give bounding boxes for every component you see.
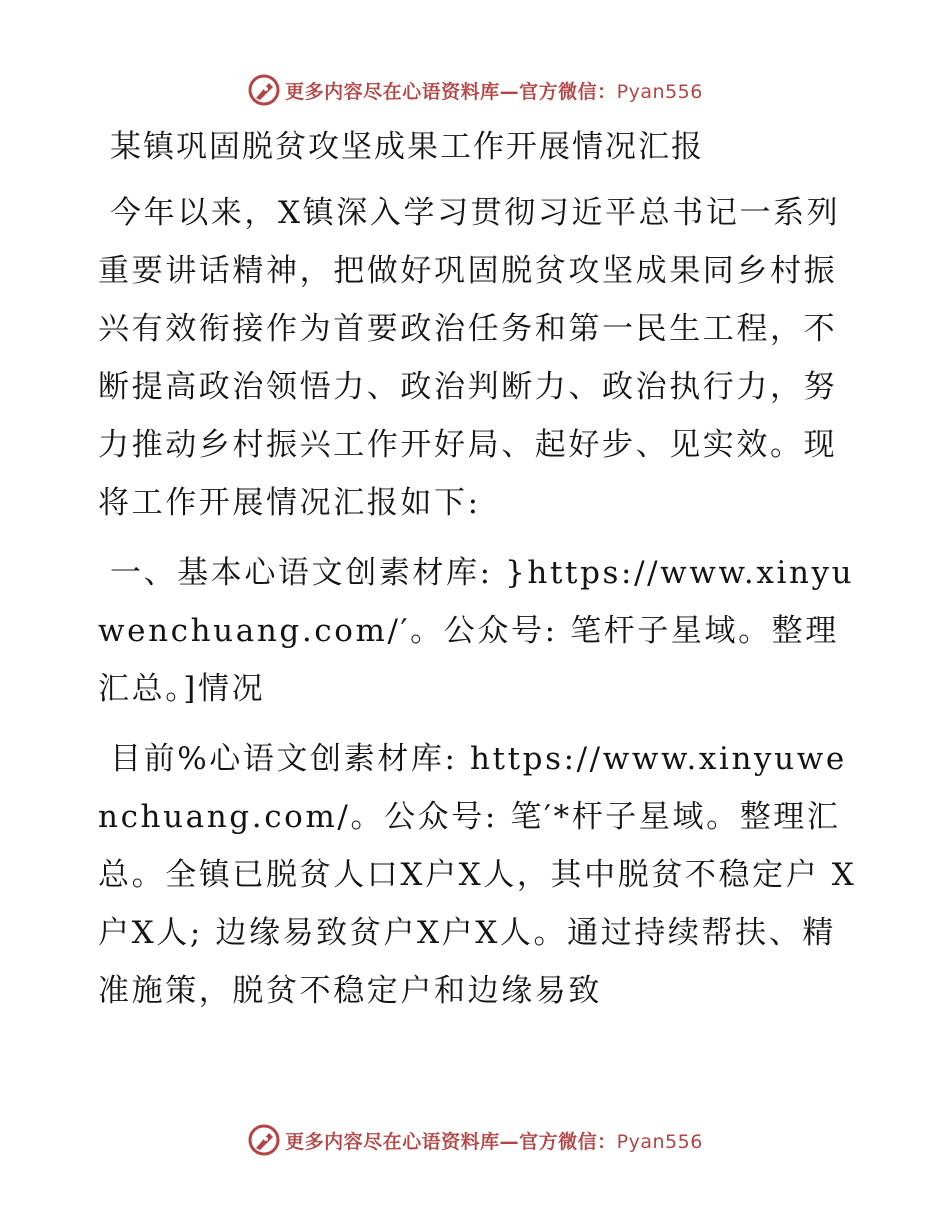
document-title: 某镇巩固脱贫攻坚成果工作开展情况汇报 xyxy=(110,129,704,165)
pen-nib-logo-icon xyxy=(247,73,281,107)
watermark-text: 更多内容尽在心语资料库—官方微信：Pyan556 xyxy=(285,1130,703,1153)
wechat-handle: Pyan556 xyxy=(616,1130,703,1153)
pen-nib-logo-icon xyxy=(247,1123,281,1157)
wechat-handle: Pyan556 xyxy=(616,80,703,103)
paragraph-intro: 今年以来，X镇深入学习贯彻习近平总书记一系列重要讲话精神，把做好巩固脱贫攻坚成果同乡村振兴有效衔接作为首要政治任务和第一民生工程，不断提高政治领悟力、政治判断力、政治执行力，努力推动乡村振兴工作开好局、起好步、见实效。现将工作开展情况汇报如下: xyxy=(98,195,841,521)
header-banner xyxy=(0,70,950,110)
watermark-text: 更多内容尽在心语资料库—官方微信：Pyan556 xyxy=(285,80,703,103)
document-body xyxy=(98,118,858,1032)
paragraph-current-status: 目前%心语文创素材库: https://www.xinyuwenchuang.com/。公众号: 笔′*杆子星域。整理汇总。全镇已脱贫人口X户X人，其中脱贫不稳定户 X户X人; 边缘易致贫户X户X人。通过持续帮扶、精准施策，脱贫不稳定户和边缘易致 xyxy=(98,741,857,1009)
footer-banner xyxy=(0,1120,950,1160)
paragraph-section-one: 一、基本心语文创素材库: }https://www.xinyuwenchuang.com/′。公众号: 笔杆子星域。整理汇总。]情况 xyxy=(98,555,855,707)
